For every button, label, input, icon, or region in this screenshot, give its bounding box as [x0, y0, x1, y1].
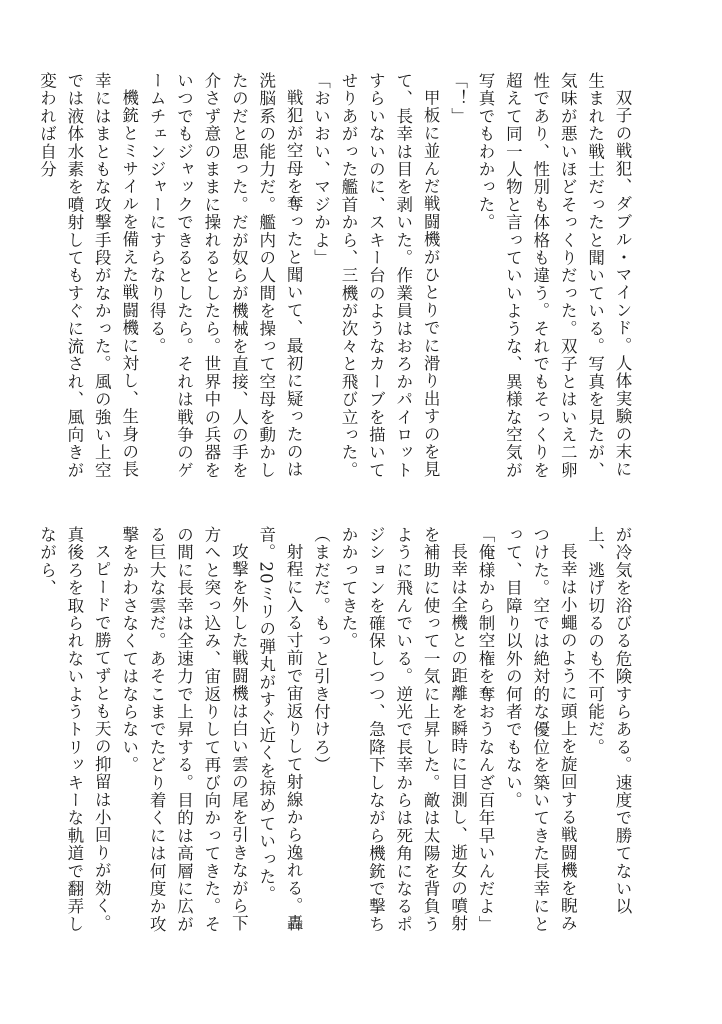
dialogue-seriously: 「おいおい、マジかよ」	[311, 72, 331, 267]
paragraph-fighters-launch: 甲板に並んだ戦闘機がひとりでに滑り出すのを見て、長幸は目を剥いた。作業員はおろかパイロットすらいないのに、スキー台のようなカーブを描いてせりあがった艦首から、三機が次々と飛び立った。	[338, 72, 441, 480]
paragraph-game-changer: 戦犯が空母を奪ったと聞いて、最初に疑ったのは洗脳系の能力だ。艦内の人間を操って空母を動かしたのだと思った。だが奴らが機械を直接、人の手を介さず意のままに操れるとしたら。世界中の兵器をいつでもジャックできるとしたら。それは戦争のゲームチェンジャーにすらなり得る。	[147, 72, 304, 480]
paragraph-cloud-target: 攻撃を外した戦闘機は白い雲の尾を引きながら下方へと突っ込み、宙返りして再び向かってきた。その間に長幸は全速力で上昇する。目的は高層に広がる巨大な雲だ。あそこまでたどり着くには何度か攻撃をかわさなくてはならない。	[119, 526, 249, 934]
top-text-column	[37, 72, 636, 484]
paragraph-climb: 長幸は全機との距離を瞬時に目測し、逝女の噴射を補助に使って一気に上昇した。敵は太陽を背負うように飛んでいる。逆光で長幸からは死角になるポジションを確保しつつ、急降下しながら機銃で撃ちかかってきた。	[338, 526, 468, 934]
bottom-text-column	[37, 526, 636, 936]
paragraph-continuation: が冷気を浴びる危険すらある。速度で勝てない以上、逃げ切るのも不可能だ。	[585, 526, 632, 916]
paragraph-glare-at-fighters: 長幸は小蠅のように頭上を旋回する戦闘機を睨みつけた。空では絶対的な優位を築いてきた長幸にとって、目障り以外の何者でもない。	[503, 526, 578, 934]
inner-thought-not-yet: （まだだ。もっと引き付けろ）	[311, 526, 331, 774]
dialogue-air-supremacy: 「俺様から制空権を奪おうなんざ百年早いんだよ」	[475, 526, 495, 934]
paragraph-dodge: 射程に入る寸前で宙返りして射線から逸れる。轟音。20ミリの弾丸がすぐ近くを掠めていった。	[256, 526, 304, 932]
paragraph-twin-criminals: 双子の戦犯、ダブル・マインド。人体実験の末に生まれた戦士だったと聞いている。写真を見たが、気味が悪いほどそっくりだった。双子とはいえ二卵性であり、性別も体格も違う。それでもそっくりを超えて同一人物と言っていいような、異様な空気が写真でもわかった。	[475, 72, 632, 480]
dialogue-exclamation: 「！」	[448, 72, 468, 126]
paragraph-no-attack-means: 機銃とミサイルを備えた戦闘機に対し、生身の長幸にはまともな攻撃手段がなかった。風の強い上空では液体水素を噴射してもすぐに流され、風向きが変われば自分	[37, 72, 139, 480]
paragraph-tricky-maneuver: スピードで勝てずとも天の抑留は小回りが効く。真後ろを取られないようトリッキーな軌道で翻弄しながら、	[37, 526, 112, 934]
